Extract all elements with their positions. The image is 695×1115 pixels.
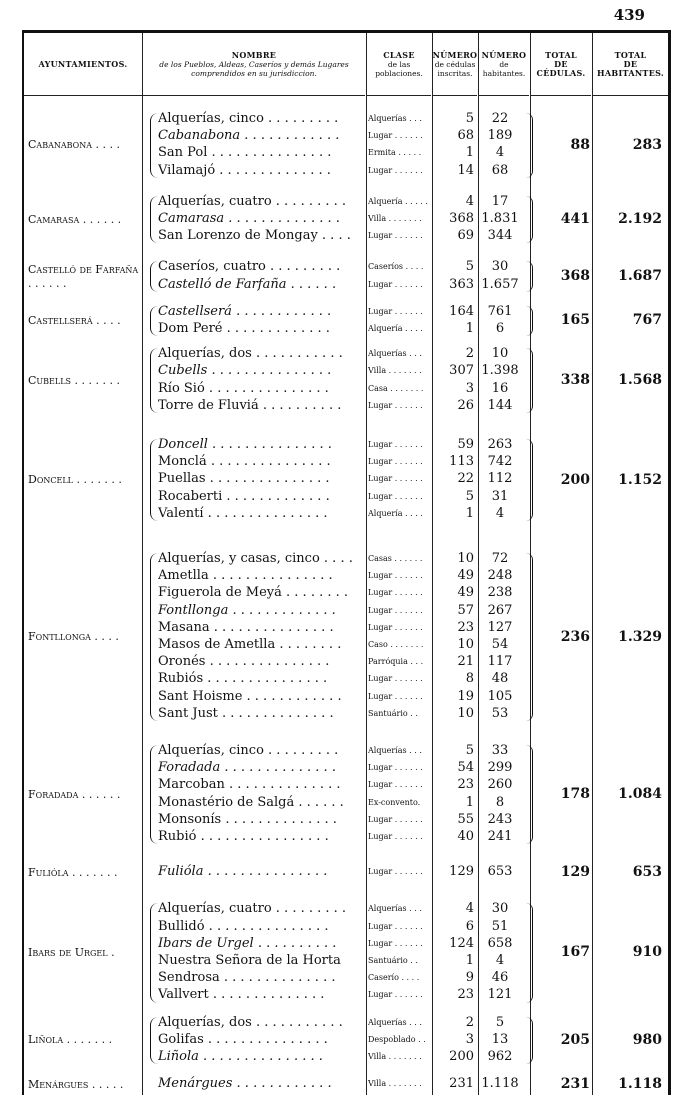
cedulas-value: 49 — [457, 568, 474, 584]
total-habitantes: 653 — [632, 864, 662, 881]
clase-value: Lugar . . . . . . — [368, 131, 423, 141]
lugar-name: Doncell . . . . . . . . . . . . . . . — [158, 437, 332, 452]
cedulas-value: 5 — [465, 488, 474, 504]
cedulas-value: 1 — [465, 505, 474, 521]
ayuntamiento-group — [24, 743, 668, 846]
cedulas-value: 8 — [465, 671, 474, 687]
habitantes-value: 30 — [491, 901, 509, 917]
cedulas-value: 49 — [457, 585, 474, 601]
cedulas-value: 1 — [465, 320, 474, 336]
table-row — [24, 812, 668, 829]
habitantes-value: 238 — [487, 585, 513, 601]
habitantes-value: 8 — [495, 794, 505, 810]
clase-value: Alquerías . . . — [368, 114, 422, 123]
cedulas-value: 4 — [465, 193, 474, 209]
lugar-name: Nuestra Señora de la Horta — [158, 952, 341, 968]
lugar-name: Torre de Fluviá . . . . . . . . . . — [158, 397, 342, 413]
lugar-name: Sant Just . . . . . . . . . . . . . . — [158, 705, 334, 721]
table-row — [24, 919, 668, 936]
lugar-name: Dom Peré . . . . . . . . . . . . . — [158, 320, 330, 336]
total-cedulas: 167 — [560, 944, 590, 961]
lugar-name: Ibars de Urgel . . . . . . . . . . — [158, 935, 337, 951]
table-row — [24, 228, 668, 245]
header-ayuntamientos — [24, 33, 142, 96]
habitantes-value: 243 — [487, 811, 513, 827]
cedulas-value: 23 — [457, 777, 474, 793]
lugar-name: Camarasa . . . . . . . . . . . . . . — [158, 210, 340, 226]
lugar-name: Vallvert . . . . . . . . . . . . . . — [158, 987, 325, 1003]
lugar-name: Marcoban . . . . . . . . . . . . . . — [158, 777, 341, 793]
table-row — [24, 194, 668, 211]
habitantes-value: 54 — [491, 637, 509, 652]
clase-value: Lugar . . . . . . — [368, 306, 423, 316]
table-row — [24, 671, 668, 688]
cedulas-value: 3 — [465, 380, 474, 396]
clase-value: Villa . . . . . . . — [368, 1079, 422, 1089]
table-row — [24, 829, 668, 846]
lugar-name: Alquerías, cuatro . . . . . . . . . — [158, 901, 347, 917]
total-cedulas: 368 — [560, 268, 590, 285]
habitantes-value: 127 — [487, 619, 513, 635]
ayuntamiento-group — [24, 259, 668, 293]
cedulas-value: 22 — [457, 471, 474, 487]
habitantes-value: 962 — [487, 1048, 513, 1064]
lugar-name: Cabanabona . . . . . . . . . . . . — [158, 128, 340, 144]
table-row — [24, 163, 668, 180]
ayuntamiento-name: Camarasa . . . . . . — [28, 212, 122, 226]
cedulas-value: 21 — [457, 654, 474, 670]
habitantes-value: 22 — [491, 111, 509, 126]
total-habitantes: 980 — [632, 1031, 662, 1048]
ayuntamiento-name: Castelló de Farfaña . . . . . . — [28, 262, 139, 290]
lugar-name: Castelló de Farfaña . . . . . . — [158, 276, 337, 292]
header-habitantes-sub: de habitantes. — [482, 59, 526, 78]
clase-value: Lugar . . . . . . — [368, 691, 423, 701]
lugar-name: Valentí . . . . . . . . . . . . . . . — [158, 505, 328, 521]
total-cedulas: 441 — [560, 211, 590, 228]
total-cedulas: 236 — [560, 628, 590, 645]
habitantes-value: 263 — [487, 437, 513, 452]
table-row — [24, 987, 668, 1004]
total-cedulas: 178 — [560, 786, 590, 803]
header-clase-title: CLASE — [383, 49, 415, 60]
table-row — [24, 506, 668, 523]
table-row — [24, 437, 668, 454]
lugar-name: Cubells . . . . . . . . . . . . . . . — [158, 363, 332, 379]
lugar-name: Liñola . . . . . . . . . . . . . . . — [158, 1048, 323, 1064]
habitantes-value: 4 — [495, 505, 505, 521]
lugar-name: San Lorenzo de Mongay . . . . — [158, 228, 351, 244]
lugar-name: Río Sió . . . . . . . . . . . . . . . — [158, 380, 329, 396]
clase-value: Lugar . . . . . . — [368, 921, 423, 931]
table-row — [24, 111, 668, 128]
lugar-name: Masos de Ametlla . . . . . . . . — [158, 637, 342, 652]
lugar-name: Fulióla . . . . . . . . . . . . . . . — [158, 864, 328, 880]
clase-value: Lugar . . . . . . — [368, 457, 423, 467]
habitantes-value: 5 — [495, 1014, 505, 1030]
habitantes-value: 653 — [487, 864, 513, 880]
lugar-name: Monastério de Salgá . . . . . . — [158, 794, 344, 810]
table-row — [24, 603, 668, 620]
habitantes-value: 68 — [491, 162, 509, 178]
clase-value: Santuário . . — [368, 708, 418, 718]
ayuntamiento-group — [24, 304, 668, 338]
habitantes-value: 46 — [491, 970, 509, 986]
clase-value: Villa . . . . . . . — [368, 1051, 422, 1061]
habitantes-value: 299 — [487, 760, 513, 776]
clase-value: Lugar . . . . . . — [368, 231, 423, 241]
clase-value: Lugar . . . . . . — [368, 571, 423, 581]
ayuntamiento-name: Fontllonga . . . . — [28, 630, 119, 643]
lugar-name: Golifas . . . . . . . . . . . . . . . — [158, 1031, 328, 1047]
total-cedulas: 231 — [560, 1076, 590, 1093]
lugar-name: Monsonís . . . . . . . . . . . . . . — [158, 811, 337, 827]
lugar-name: Puellas . . . . . . . . . . . . . . . — [158, 471, 330, 487]
table-row — [24, 551, 668, 568]
total-habitantes: 767 — [632, 312, 662, 329]
header-nombre-sub: de los Pueblos, Aldeas, Caseríos y demás Lugares comprendidos en su jurisdiccion. — [159, 59, 349, 78]
ayuntamiento-name: Cubells . . . . . . . — [28, 373, 120, 387]
habitantes-value: 1.657 — [481, 276, 519, 292]
ayuntamiento-group — [24, 551, 668, 723]
habitantes-value: 72 — [491, 551, 509, 566]
table-row — [24, 689, 668, 706]
habitantes-value: 4 — [495, 952, 505, 968]
cedulas-value: 10 — [457, 637, 474, 652]
cedulas-value: 164 — [449, 303, 474, 319]
habitantes-value: 31 — [491, 488, 509, 504]
cedulas-value: 14 — [457, 162, 474, 178]
clase-value: Lugar . . . . . . — [368, 938, 423, 948]
habitantes-value: 260 — [487, 777, 513, 793]
lugar-name: Monclá . . . . . . . . . . . . . . . — [158, 454, 331, 470]
habitantes-value: 6 — [495, 320, 505, 336]
ayuntamiento-group — [24, 1076, 668, 1093]
clase-value: Lugar . . . . . . — [368, 832, 423, 841]
cedulas-value: 19 — [457, 688, 474, 704]
cedulas-value: 307 — [449, 363, 474, 379]
habitantes-value: 1.831 — [481, 210, 519, 226]
cedulas-value: 363 — [449, 276, 474, 292]
cedulas-value: 2 — [465, 1014, 474, 1030]
clase-value: Caseríos . . . . — [368, 262, 424, 272]
cedulas-value: 9 — [465, 970, 474, 986]
habitantes-value: 16 — [491, 380, 509, 396]
clase-value: Ermita . . . . . — [368, 148, 422, 158]
ayuntamiento-name: Menárgues . . . . . — [28, 1077, 124, 1091]
header-habitantes-title: NÚMERO — [481, 49, 527, 60]
cedulas-value: 55 — [457, 811, 474, 827]
clase-value: Caserío . . . . — [368, 973, 420, 983]
lugar-name: Alquerías, dos . . . . . . . . . . . — [158, 1014, 343, 1030]
clase-value: Lugar . . . . . . — [368, 867, 423, 877]
header-cedulas-title: NÚMERO — [432, 49, 478, 60]
table-row — [24, 1015, 668, 1032]
page-number: 439 — [613, 6, 645, 24]
cedulas-value: 69 — [457, 228, 474, 244]
table-row — [24, 1049, 668, 1066]
ayuntamiento-group — [24, 111, 668, 180]
ayuntamiento-name: Liñola . . . . . . . — [28, 1033, 113, 1047]
table-row — [24, 346, 668, 363]
habitantes-value: 658 — [487, 935, 513, 951]
lugar-name: Castellserá . . . . . . . . . . . . — [158, 303, 332, 319]
cedulas-value: 6 — [465, 918, 474, 934]
total-cedulas: 200 — [560, 471, 590, 488]
habitantes-value: 248 — [487, 568, 513, 584]
table-row — [24, 743, 668, 760]
lugar-name: Sant Hoisme . . . . . . . . . . . . — [158, 688, 342, 704]
clase-value: Casas . . . . . . — [368, 554, 423, 563]
lugar-name: Rocaberti . . . . . . . . . . . . . — [158, 488, 330, 504]
table-row — [24, 901, 668, 918]
clase-value: Lugar . . . . . . — [368, 622, 423, 632]
lugar-name: Alquerías, cinco . . . . . . . . . — [158, 743, 339, 758]
clase-value: Alquería . . . . . — [368, 196, 428, 206]
header-total-habitantes-title: TOTAL — [614, 49, 647, 60]
total-habitantes: 1.687 — [618, 268, 662, 285]
total-cedulas: 205 — [560, 1031, 590, 1048]
cedulas-value: 1 — [465, 794, 474, 810]
total-habitantes: 1.329 — [618, 628, 662, 645]
total-cedulas: 338 — [560, 372, 590, 389]
cedulas-value: 2 — [465, 346, 474, 362]
header-total-habitantes-sub: DE HABITANTES. — [597, 58, 664, 78]
habitantes-value: 112 — [487, 471, 513, 487]
clase-value: Despoblado . . — [368, 1034, 426, 1044]
table-row — [24, 489, 668, 506]
habitantes-value: 17 — [491, 193, 509, 209]
clase-value: Alquerías . . . — [368, 904, 422, 914]
habitantes-value: 144 — [487, 397, 513, 413]
lugar-name: Rubió . . . . . . . . . . . . . . . . — [158, 829, 329, 844]
table-row — [24, 760, 668, 777]
ayuntamiento-name: Ibars de Urgel . — [28, 945, 115, 959]
lugar-name: Caseríos, cuatro . . . . . . . . . — [158, 259, 341, 275]
habitantes-value: 241 — [487, 829, 513, 844]
habitantes-value: 121 — [487, 987, 513, 1003]
header-cedulas-sub: de cédulas inscritas. — [434, 59, 476, 78]
total-habitantes: 1.084 — [618, 786, 662, 803]
ayuntamiento-group — [24, 194, 668, 246]
total-habitantes: 1.118 — [618, 1076, 662, 1093]
clase-value: Villa . . . . . . . — [368, 366, 422, 376]
header-total-habitantes — [593, 33, 668, 96]
lugar-name: Ametlla . . . . . . . . . . . . . . . — [158, 568, 333, 584]
habitantes-value: 1.398 — [481, 363, 519, 379]
header-nombre — [143, 33, 365, 96]
lugar-name: Alquerías, dos . . . . . . . . . . . — [158, 346, 343, 362]
clase-value: Lugar . . . . . . — [368, 674, 423, 684]
lugar-name: Bullidó . . . . . . . . . . . . . . . — [158, 918, 329, 934]
lugar-name: Alquerías, y casas, cinco . . . . — [158, 551, 353, 566]
cedulas-value: 68 — [457, 128, 474, 144]
lugar-name: Menárgues . . . . . . . . . . . . — [158, 1076, 332, 1092]
lugar-name: Foradada . . . . . . . . . . . . . . — [158, 760, 336, 776]
header-habitantes — [479, 33, 529, 96]
habitantes-value: 30 — [491, 259, 509, 275]
header-clase — [367, 33, 431, 96]
census-table — [22, 30, 671, 1095]
clase-value: Lugar . . . . . . — [368, 814, 423, 824]
cedulas-value: 23 — [457, 619, 474, 635]
cedulas-value: 59 — [457, 437, 474, 452]
ayuntamiento-name: Foradada . . . . . . — [28, 787, 121, 801]
clase-value: Parróquia . . . — [368, 657, 424, 667]
ayuntamiento-group — [24, 1015, 668, 1067]
habitantes-value: 761 — [487, 303, 513, 319]
table-row — [24, 654, 668, 671]
clase-value: Caso . . . . . . . — [368, 640, 424, 649]
ayuntamiento-name: Cabanabona . . . . — [28, 138, 120, 152]
total-cedulas: 129 — [560, 864, 590, 881]
cedulas-value: 5 — [465, 743, 474, 758]
ayuntamiento-group — [24, 346, 668, 415]
ayuntamiento-name: Castellserá . . . . — [28, 313, 121, 327]
total-cedulas: 165 — [560, 312, 590, 329]
ayuntamiento-group — [24, 901, 668, 1004]
cedulas-value: 368 — [449, 210, 474, 226]
lugar-name: Figuerola de Meyá . . . . . . . . — [158, 585, 349, 601]
habitantes-value: 105 — [487, 688, 513, 704]
total-habitantes: 2.192 — [618, 211, 662, 228]
clase-value: Alquerías . . . — [368, 1017, 422, 1027]
cedulas-value: 3 — [465, 1031, 474, 1047]
clase-value: Lugar . . . . . . — [368, 165, 423, 175]
header-clase-sub: de las poblaciones. — [375, 59, 423, 78]
clase-value: Alquerías . . . — [368, 349, 422, 359]
clase-value: Casa . . . . . . . — [368, 383, 424, 393]
cedulas-value: 5 — [465, 259, 474, 275]
table-row — [24, 454, 668, 471]
clase-value: Lugar . . . . . . — [368, 763, 423, 773]
clase-value: Alquería . . . . — [368, 323, 423, 333]
lugar-name: Vilamajó . . . . . . . . . . . . . . — [158, 162, 331, 178]
clase-value: Ex-convento. — [368, 797, 421, 807]
cedulas-value: 5 — [465, 111, 474, 126]
clase-value: Lugar . . . . . . — [368, 474, 423, 484]
header-ayuntamientos-label: AYUNTAMIENTOS. — [38, 58, 128, 69]
table-row — [24, 568, 668, 585]
total-habitantes: 1.568 — [618, 372, 662, 389]
header-cedulas — [433, 33, 477, 96]
habitantes-value: 51 — [491, 918, 509, 934]
lugar-name: Oronés . . . . . . . . . . . . . . . — [158, 654, 330, 670]
cedulas-value: 10 — [457, 705, 474, 721]
cedulas-value: 4 — [465, 901, 474, 917]
total-cedulas: 88 — [570, 136, 590, 153]
header-total-cedulas-title: TOTAL — [545, 49, 577, 60]
habitantes-value: 117 — [487, 654, 513, 670]
header-total-cedulas — [531, 33, 591, 96]
clase-value: Alquerías . . . — [368, 746, 422, 755]
cedulas-value: 231 — [449, 1076, 474, 1092]
habitantes-value: 267 — [487, 602, 513, 618]
lugar-name: Sendrosa . . . . . . . . . . . . . . — [158, 970, 336, 986]
ayuntamiento-name: Doncell . . . . . . . — [28, 473, 122, 486]
habitantes-value: 33 — [491, 743, 509, 758]
clase-value: Villa . . . . . . . — [368, 213, 422, 223]
habitantes-value: 344 — [487, 228, 513, 244]
table-row — [24, 398, 668, 415]
lugar-name: Alquerías, cinco . . . . . . . . . — [158, 111, 339, 126]
table-row — [24, 585, 668, 602]
cedulas-value: 124 — [449, 935, 474, 951]
cedulas-value: 10 — [457, 551, 474, 566]
clase-value: Lugar . . . . . . — [368, 588, 423, 598]
clase-value: Lugar . . . . . . — [368, 400, 423, 410]
cedulas-value: 57 — [457, 602, 474, 618]
habitantes-value: 53 — [491, 705, 509, 721]
lugar-name: Rubiós . . . . . . . . . . . . . . . — [158, 671, 328, 687]
header-total-cedulas-sub: DE CÉDULAS. — [536, 58, 586, 78]
lugar-name: Fontllonga . . . . . . . . . . . . . — [158, 602, 336, 618]
header-nombre-title: NOMBRE — [231, 49, 277, 60]
habitantes-value: 4 — [495, 145, 505, 161]
ayuntamiento-group — [24, 864, 668, 881]
clase-value: Alquería . . . . — [368, 508, 423, 518]
cedulas-value: 200 — [449, 1048, 474, 1064]
habitantes-value: 1.118 — [481, 1076, 519, 1092]
total-habitantes: 910 — [632, 944, 662, 961]
ayuntamiento-name: Fulióla . . . . . . . — [28, 865, 118, 879]
table-row — [24, 970, 668, 987]
clase-value: Lugar . . . . . . — [368, 990, 423, 1000]
habitantes-value: 48 — [491, 671, 509, 687]
habitantes-value: 189 — [487, 128, 513, 144]
cedulas-value: 1 — [465, 952, 474, 968]
cedulas-value: 129 — [449, 864, 474, 880]
table-row — [24, 706, 668, 723]
clase-value: Lugar . . . . . . — [368, 491, 423, 501]
cedulas-value: 26 — [457, 397, 474, 413]
habitantes-value: 742 — [487, 454, 513, 470]
total-habitantes: 1.152 — [618, 471, 662, 488]
habitantes-value: 10 — [491, 346, 509, 362]
clase-value: Lugar . . . . . . — [368, 780, 423, 790]
ayuntamiento-group — [24, 437, 668, 523]
lugar-name: San Pol . . . . . . . . . . . . . . . — [158, 145, 332, 161]
clase-value: Lugar . . . . . . — [368, 440, 423, 449]
lugar-name: Masana . . . . . . . . . . . . . . . — [158, 619, 334, 635]
lugar-name: Alquerías, cuatro . . . . . . . . . — [158, 193, 347, 209]
cedulas-value: 113 — [449, 454, 474, 470]
clase-value: Lugar . . . . . . — [368, 279, 423, 289]
clase-value: Lugar . . . . . . — [368, 605, 423, 615]
cedulas-value: 1 — [465, 145, 474, 161]
cedulas-value: 54 — [457, 760, 474, 776]
cedulas-value: 40 — [457, 829, 474, 844]
clase-value: Santuário . . — [368, 955, 418, 965]
habitantes-value: 13 — [491, 1031, 509, 1047]
cedulas-value: 23 — [457, 987, 474, 1003]
total-habitantes: 283 — [632, 136, 662, 153]
